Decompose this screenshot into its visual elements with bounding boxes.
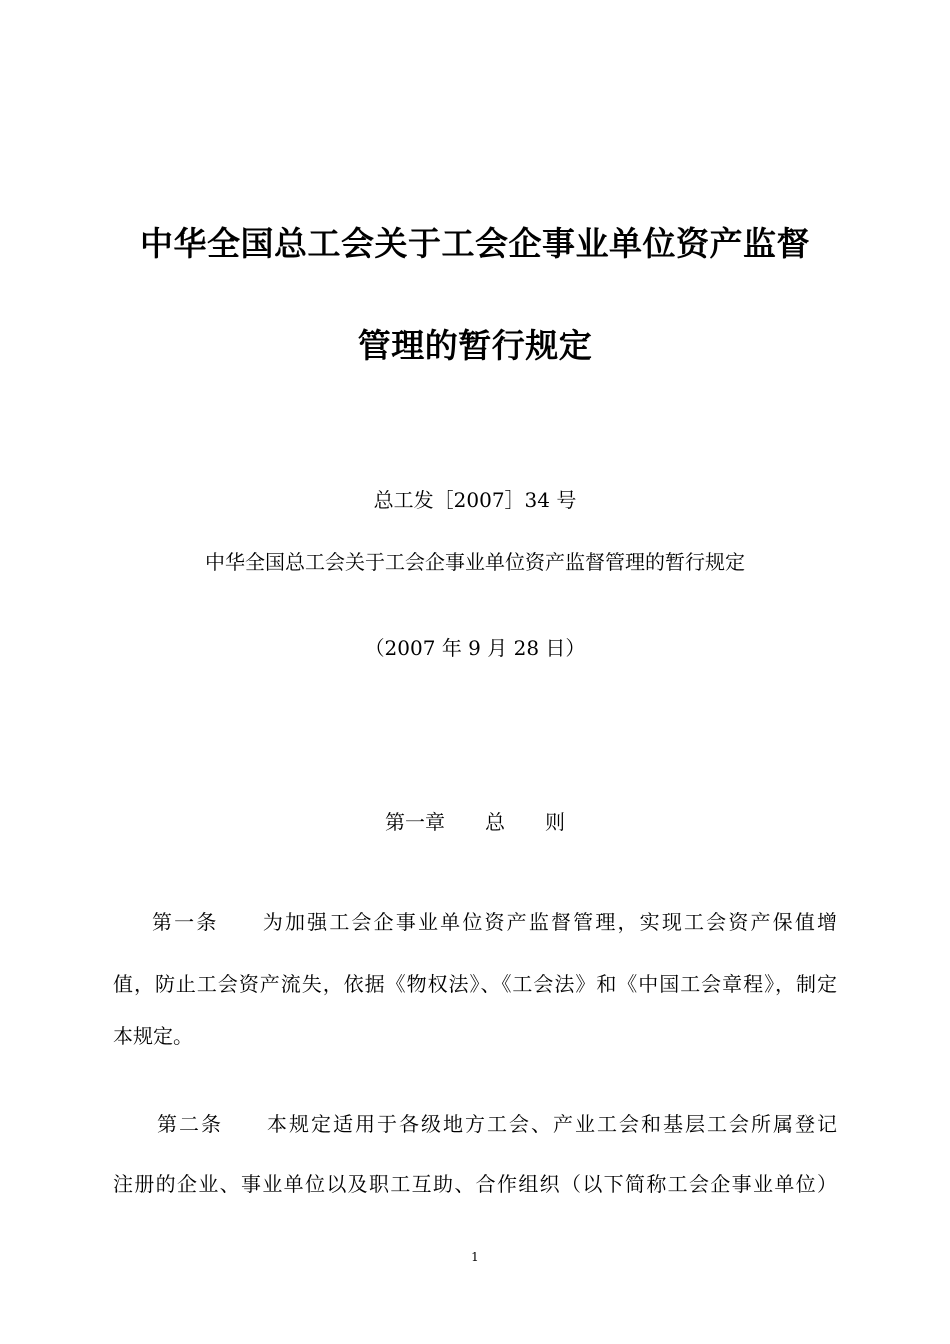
article-2-line-1: 第二条 本规定适用于各级地方工会、产业工会和基层工会所属登记	[157, 1112, 837, 1136]
article-2-line-2: 注册的企业、事业单位以及职工互助、合作组织（以下简称工会企事业单位）	[113, 1172, 837, 1196]
document-number: 总工发［2007］34 号	[373, 488, 577, 512]
document-title-line-1: 中华全国总工会关于工会企事业单位资产监督	[140, 224, 810, 263]
document-title-line-2: 管理的暂行规定	[357, 326, 593, 365]
article-1-line-1: 第一条 为加强工会企事业单位资产监督管理，实现工会资产保值增	[152, 910, 837, 934]
article-1-line-2: 值，防止工会资产流失，依据《物权法》、《工会法》和《中国工会章程》，制定	[113, 972, 837, 996]
document-date: （2007 年 9 月 28 日）	[364, 636, 586, 660]
chapter-heading: 第一章 总 则	[385, 810, 565, 834]
page-number: 1	[471, 1250, 479, 1264]
article-1-line-3: 本规定。	[113, 1024, 193, 1048]
document-subtitle: 中华全国总工会关于工会企事业单位资产监督管理的暂行规定	[205, 550, 745, 574]
